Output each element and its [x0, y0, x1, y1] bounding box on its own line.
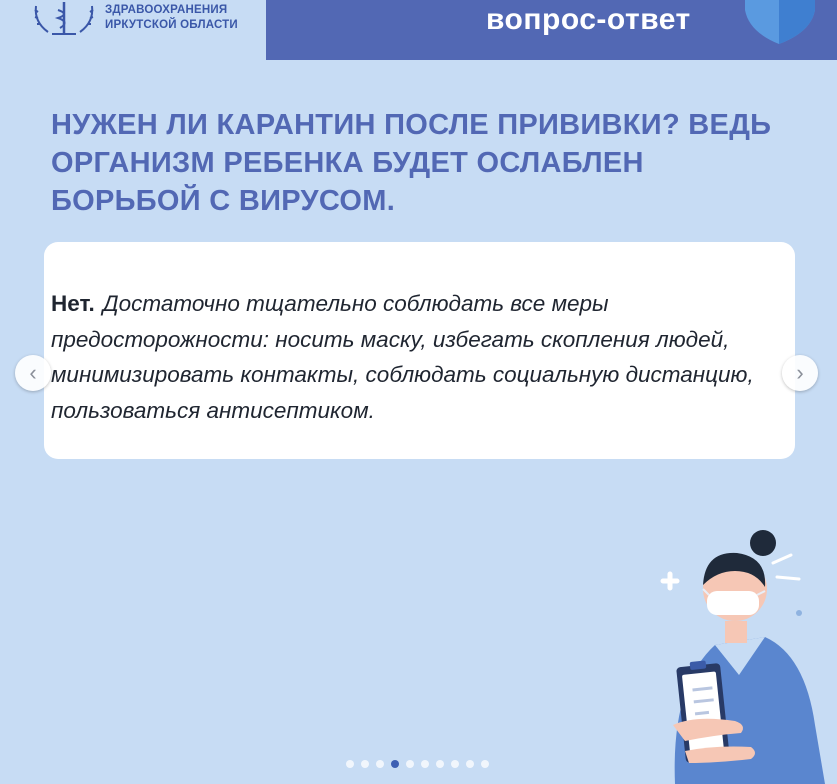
- carousel-pagination: [346, 760, 489, 768]
- shield-icon: [745, 0, 815, 44]
- pagination-dot[interactable]: [466, 760, 474, 768]
- carousel-prev-button[interactable]: [15, 355, 51, 391]
- medical-emblem-icon: [30, 0, 98, 40]
- answer-card: [44, 242, 795, 459]
- pagination-dot[interactable]: [406, 760, 414, 768]
- answer-body: Достаточно тщательно соблюдать все меры предосторожности: носить маску, избегать скопления людей, минимизировать контакты, соблюдать социальную дистанцию, пользоваться антисептиком.: [51, 291, 754, 423]
- answer-lead: Нет.: [51, 291, 95, 316]
- pagination-dot[interactable]: [481, 760, 489, 768]
- pagination-dot[interactable]: [451, 760, 459, 768]
- answer-text: [51, 286, 786, 428]
- question-heading: НУЖЕН ЛИ КАРАНТИН ПОСЛЕ ПРИВИВКИ? ВЕДЬ ОРГАНИЗМ РЕБЕНКА БУДЕТ ОСЛАБЛЕН БОРЬБОЙ С ВИРУСОМ.: [51, 109, 772, 217]
- carousel-next-button[interactable]: [782, 355, 818, 391]
- org-logo-area: [0, 0, 266, 60]
- org-name-line2: ИРКУТСКОЙ ОБЛАСТИ: [105, 19, 238, 31]
- nurse-illustration: [655, 525, 837, 784]
- org-name-line1: ЗДРАВООХРАНЕНИЯ: [105, 4, 228, 16]
- pagination-dot[interactable]: [346, 760, 354, 768]
- pagination-dot[interactable]: [376, 760, 384, 768]
- pagination-dot[interactable]: [436, 760, 444, 768]
- pagination-dot[interactable]: [361, 760, 369, 768]
- chevron-left-icon: ‹: [29, 360, 37, 385]
- pagination-dot-active[interactable]: [391, 760, 399, 768]
- page-title: вопрос-ответ: [486, 3, 691, 36]
- pagination-dot[interactable]: [421, 760, 429, 768]
- chevron-right-icon: ›: [796, 360, 804, 385]
